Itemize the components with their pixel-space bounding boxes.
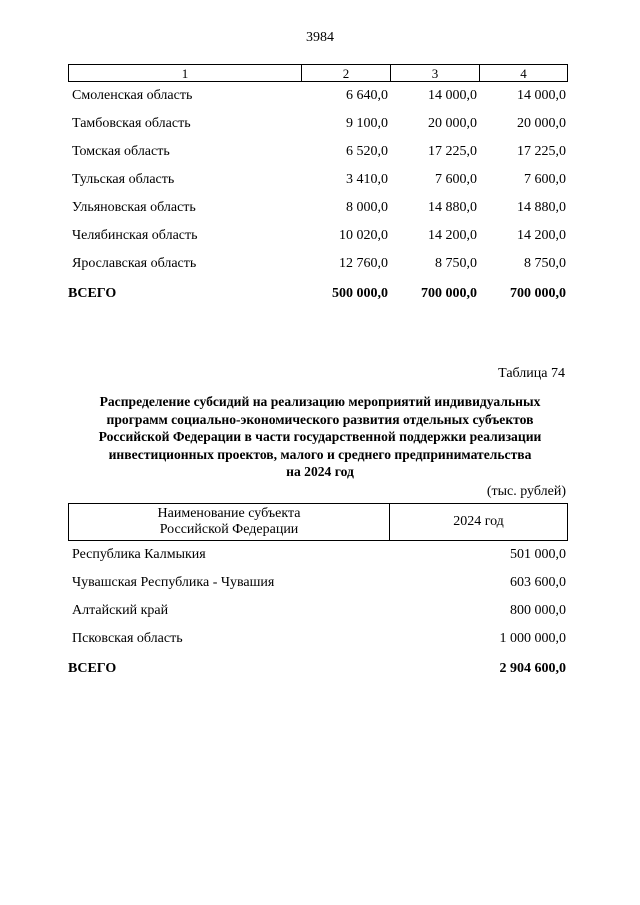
table1-header — [68, 64, 568, 82]
table-label: Таблица 74 — [498, 366, 565, 381]
value-col4: 14 000,0 — [517, 88, 566, 103]
table1-row — [68, 198, 568, 218]
region-name: Алтайский край — [72, 603, 169, 618]
region-value: 800 000,0 — [510, 603, 566, 618]
table-title-line: на 2024 год — [286, 464, 354, 479]
region-name: Чувашская Республика - Чувашия — [72, 575, 275, 590]
table2-header-col2: 2024 год — [389, 504, 567, 540]
value-col4: 20 000,0 — [517, 116, 566, 131]
region-name: Томская область — [72, 144, 170, 159]
table1-row — [68, 170, 568, 190]
table2-row — [68, 573, 568, 593]
total-label: ВСЕГО — [68, 661, 117, 676]
page-number: 3984 — [306, 30, 334, 45]
value-col3: 14 880,0 — [428, 200, 477, 215]
table-title-line: Российской Федерации в части государственной поддержки реализации — [98, 429, 542, 444]
value-col3: 8 750,0 — [435, 256, 477, 271]
total-col4: 700 000,0 — [510, 286, 566, 301]
region-name: Ульяновская область — [72, 200, 196, 215]
table1-header-col2: 2 — [301, 65, 390, 81]
value-col3: 14 200,0 — [428, 228, 477, 243]
value-col3: 7 600,0 — [435, 172, 477, 187]
value-col4: 14 880,0 — [517, 200, 566, 215]
value-col3: 17 225,0 — [428, 144, 477, 159]
table1-row — [68, 142, 568, 162]
total-value: 2 904 600,0 — [499, 661, 566, 676]
value-col2: 12 760,0 — [339, 256, 388, 271]
table1-header-col3: 3 — [390, 65, 479, 81]
region-value: 603 600,0 — [510, 575, 566, 590]
table1-row — [68, 226, 568, 246]
total-col2: 500 000,0 — [332, 286, 388, 301]
region-name: Смоленская область — [72, 88, 193, 103]
region-name: Тульская область — [72, 172, 175, 187]
region-name: Республика Калмыкия — [72, 547, 206, 562]
value-col4: 8 750,0 — [524, 256, 566, 271]
table1-row — [68, 86, 568, 106]
table1-row — [68, 114, 568, 134]
value-col2: 6 640,0 — [346, 88, 388, 103]
table2-total-row — [68, 659, 568, 679]
value-col2: 9 100,0 — [346, 116, 388, 131]
table-title-line: инвестиционных проектов, малого и среднего предпринимательства — [108, 446, 532, 462]
total-col3: 700 000,0 — [421, 286, 477, 301]
table2-header-col1 — [69, 504, 389, 540]
table2-row — [68, 601, 568, 621]
table2-row — [68, 629, 568, 649]
value-col3: 20 000,0 — [428, 116, 477, 131]
region-name: Ярославская область — [72, 256, 197, 271]
value-col3: 14 000,0 — [428, 88, 477, 103]
value-col4: 14 200,0 — [517, 228, 566, 243]
region-name: Челябинская область — [72, 228, 198, 243]
table1-header-col1: 1 — [181, 66, 189, 81]
table2-row — [68, 545, 568, 565]
region-value: 501 000,0 — [510, 547, 566, 562]
total-label: ВСЕГО — [68, 286, 117, 301]
value-col2: 6 520,0 — [346, 144, 388, 159]
region-name: Псковская область — [72, 631, 183, 646]
region-name: Тамбовская область — [72, 116, 191, 131]
header-col1-line2: Российской Федерации — [159, 522, 299, 537]
value-col2: 8 000,0 — [346, 200, 388, 215]
region-value: 1 000 000,0 — [499, 631, 566, 646]
value-col4: 7 600,0 — [524, 172, 566, 187]
units-label: (тыс. рублей) — [486, 484, 566, 499]
table1-total-row — [68, 284, 568, 304]
table-title — [60, 393, 580, 481]
table-title-line: программ социально-экономического развития отдельных субъектов — [106, 411, 534, 427]
header-col1-line1: Наименование субъекта — [157, 506, 301, 521]
value-col2: 3 410,0 — [346, 172, 388, 187]
value-col2: 10 020,0 — [339, 228, 388, 243]
table2-header — [68, 503, 568, 541]
table1-row — [68, 254, 568, 274]
table1-header-col4: 4 — [479, 65, 567, 81]
value-col4: 17 225,0 — [517, 144, 566, 159]
table-title-line: Распределение субсидий на реализацию мероприятий индивидуальных — [99, 394, 541, 409]
